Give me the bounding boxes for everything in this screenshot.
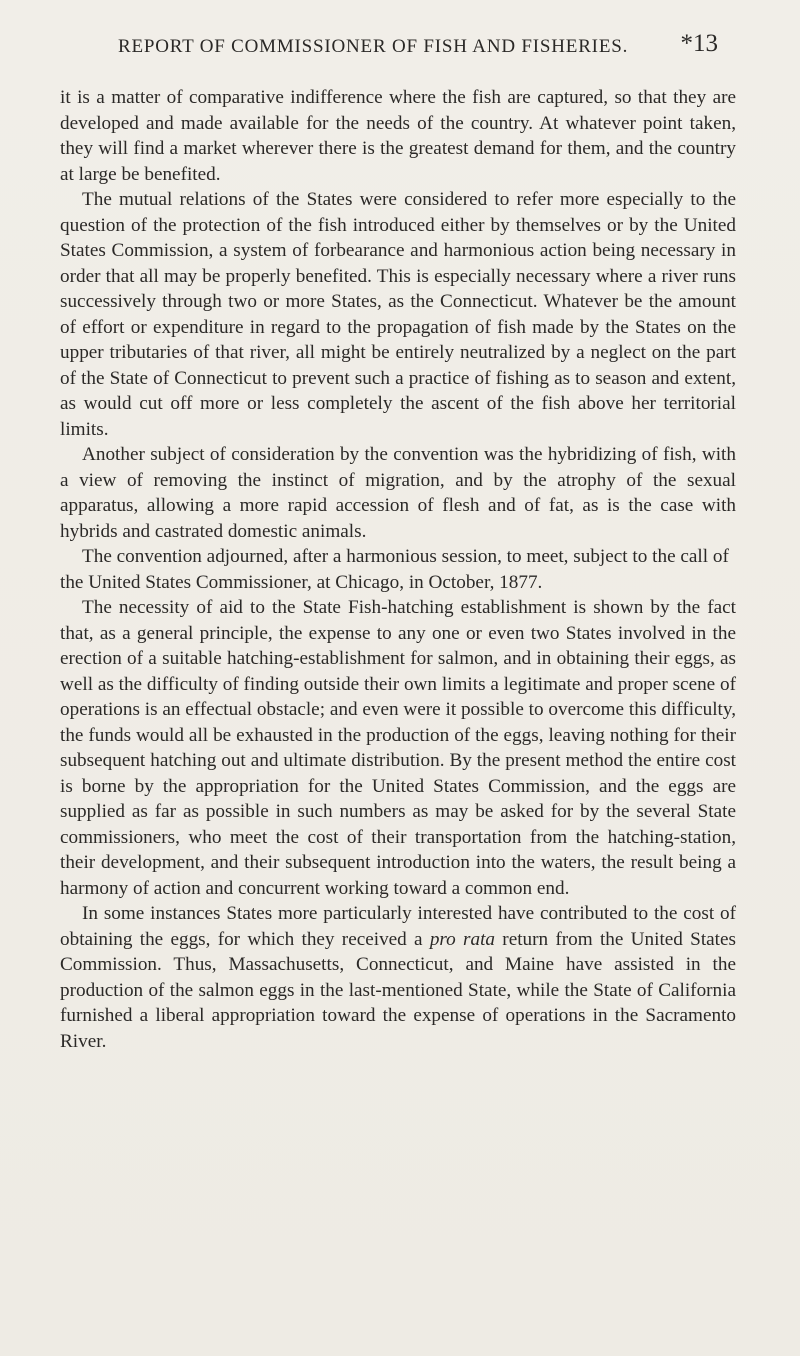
running-title: REPORT OF COMMISSIONER OF FISH AND FISHERIES. xyxy=(118,36,629,57)
contributions-text-end: return from the United States Commission. Thus, Massachusetts, Connecticut, and Maine have assisted in the production of the salmon eggs in the last-mentioned State, while the State of California furnished a liberal appropriation toward the expense of operations in the Sacramento River. xyxy=(60,928,736,1052)
pro-rata-italic: pro rata xyxy=(429,928,496,950)
page-number: *13 xyxy=(680,30,718,57)
paragraph-mutual-relations: The mutual relations of the States were considered to refer more especially to the question of the protection of the fish introduced either by themselves or by the United States Commission, a system of forbearance and harmonious action being necessary in order that all may be properly benefited. This is especially necessary where a river runs successively through two or more States, as the Connecticut. Whatever be the amount of effort or expenditure in regard to the propagation of fish made by the States on the upper tributaries of that river, all might be entirely neutralized by a neglect on the part of the State of Connecticut to prevent such a practice of fishing as to season and extent, as would cut off more or less completely the ascent of the fish above her territorial limits. xyxy=(60,189,736,440)
paragraph-continued: it is a matter of comparative indifference where the fish are captured, so that they are developed and made available for the needs of the country. At whatever point taken, they will find a market wherever there is the greatest demand for them, and the country at large be benefited. xyxy=(60,87,736,185)
paragraph-hybridizing: Another subject of consideration by the convention was the hybridizing of fish, with a view of removing the instinct of migration, and by the atrophy of the sexual apparatus, allowing a more rapid accession of flesh and of fat, as is the case with hybrids and castrated domestic animals. xyxy=(60,444,736,542)
paragraph-contributions xyxy=(60,901,736,1054)
paragraph-adjournment: The convention adjourned, after a harmonious session, to meet, subject to the call of the United States Commissioner, at Chicago, in October, 1877. xyxy=(60,546,729,593)
contributions-text-start: In some instances States more particularly interested have contributed to the cost of obtaining the eggs, for which they received a xyxy=(60,903,736,950)
paragraph-hatching-aid: The necessity of aid to the State Fish-hatching establishment is shown by the fact that, as a general principle, the expense to any one or even two States involved in the erection of a suitable hatching-establishment for salmon, and in obtaining their eggs, as well as the difficulty of finding outside their own limits a legitimate and proper scene of operations is an effectual obstacle; and even were it possible to overcome this difficulty, the funds would all be exhausted in the production of the eggs, leaving nothing for their subsequent hatching out and ultimate distribution. By the present method the entire cost is borne by the appropriation for the United States Commission, and the eggs are supplied as far as possible in such numbers as may be asked for by the several State commissioners, who meet the cost of their transportation from the hatching-station, their development, and their subsequent introduction into the waters, the result being a harmony of action and concurrent working toward a common end. xyxy=(60,597,736,899)
body-text xyxy=(60,85,736,1054)
running-head xyxy=(118,30,718,58)
